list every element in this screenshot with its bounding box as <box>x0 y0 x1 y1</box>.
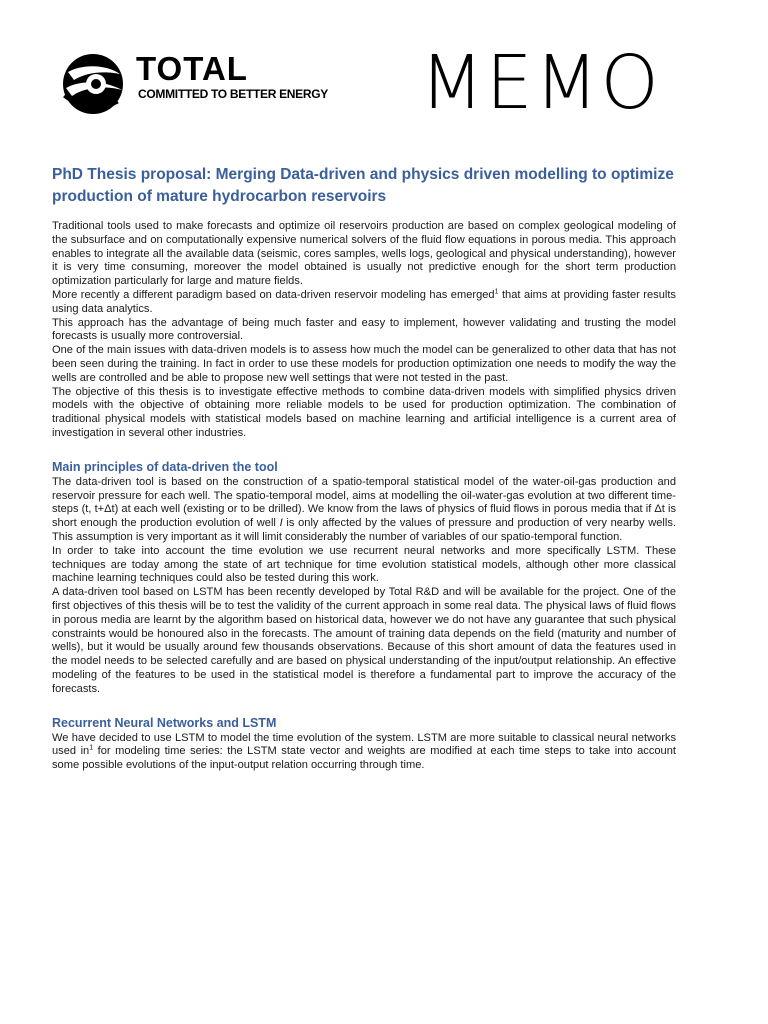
company-tagline: COMMITTED TO BETTER ENERGY <box>138 87 328 101</box>
memo-label: MEMO <box>420 40 661 126</box>
intro-paragraph: Traditional tools used to make forecasts and optimize oil reservoirs production are based on complex geological modeling of the subsurface and on computationally expensive numerical solvers of the fluid flow equations in porous media. This approach enables to integrate all the available data (seismic, cores samples, wells logs, geological and physical understanding), however it is very time consuming, moreover the model obtained is usually not predictive enough for the short term production optimization particularly for large and mature fields. <box>52 220 676 288</box>
memo-body <box>52 164 676 773</box>
text-run: The data-driven tool is based on the construction of a spatio-temporal statistical model of the water-oil-gas production and reservoir pressure for each well. The spatio-temporal model, aims at modelling the oil-water-gas evolution at two different time-steps (t, t+Δt) at each well (existing or to be drilled). We know from the laws of physics of fluid flows in porous media that if Δt is short enough the production evolution of well <box>52 475 676 530</box>
document-title: PhD Thesis proposal: Merging Data-driven and physics driven modelling to optimize production of mature hydrocarbon reservoirs <box>52 166 674 205</box>
text-run: We have decided to use LSTM to model the time evolution of the system. LSTM are more suitable to classical neural networks used in <box>52 731 676 758</box>
total-globe-logo-icon <box>60 50 126 116</box>
text-run: More recently a different paradigm based on data-driven reservoir modeling has emerged <box>52 288 495 301</box>
intro-paragraph: One of the main issues with data-driven models is to assess how much the model can be generalized to other data that has not been seen during the training. In fact in order to use these models for production optimization one needs to modify the way the wells are controlled and be able to propose new well settings that were not tested in the past. <box>52 344 676 384</box>
company-name: TOTAL <box>136 50 248 87</box>
intro-paragraph <box>52 289 676 317</box>
section-paragraph <box>52 732 676 773</box>
footnote-ref: 1 <box>494 288 499 296</box>
intro-paragraph: The objective of this thesis is to investigate effective methods to combine data-driven models with simplified physics driven models with the objective of obtaining more reliable models to be used for production optimization. The combination of traditional physical models with statistical models based on machine learning and artificial intelligence is a current area of investigation in several other industries. <box>52 385 676 439</box>
text-run: for modeling time series: the LSTM state vector and weights are modified at each time steps to take into account some possible evolutions of the input-output relation occurring through time. <box>52 745 676 772</box>
well-variable: I <box>279 517 283 530</box>
intro-paragraph: This approach has the advantage of being much faster and easy to implement, however validating and trusting the model forecasts is usually more controversial. <box>52 316 676 343</box>
section-paragraph: A data-driven tool based on LSTM has been recently developed by Total R&D and will be available for the project. One of the first objectives of this thesis will be to test the validity of the current approach in some real data. The physical laws of fluid flows in porous media are learnt by the algorithm based on historical data, however we do not have any guarantee that such physical constraints would be honoured also in the forecasts. The amount of training data depends on the field (maturity and number of wells), but it would be usually around few thousands observations. Because of this short amount of data the features used in the model needs to be selected carefully and are based on physical understanding of the input/output relationship. An effective modeling of the features to be used in the statistical model is therefore a fundamental part to improve the accuracy of the forecasts. <box>52 586 676 695</box>
text-run: that aims at providing faster results using data analytics. <box>52 288 676 315</box>
section-heading-rnn-lstm: Recurrent Neural Networks and LSTM <box>52 715 277 730</box>
memo-header <box>0 0 768 140</box>
section-paragraph: In order to take into account the time evolution we use recurrent neural networks and more specifically LSTM. These techniques are today among the state of art technique for time evolution statistical models, although other more classical machine learning techniques could also be tested during this work. <box>52 544 676 585</box>
text-run: is only affected by the values of pressure and production of very nearby wells. This assumption is very important as it will limit considerably the number of variables of our spatio-temporal function. <box>52 517 676 543</box>
section-heading-data-driven: Main principles of data-driven the tool <box>52 459 278 474</box>
section-paragraph <box>52 476 676 545</box>
footnote-ref: 1 <box>89 744 94 752</box>
